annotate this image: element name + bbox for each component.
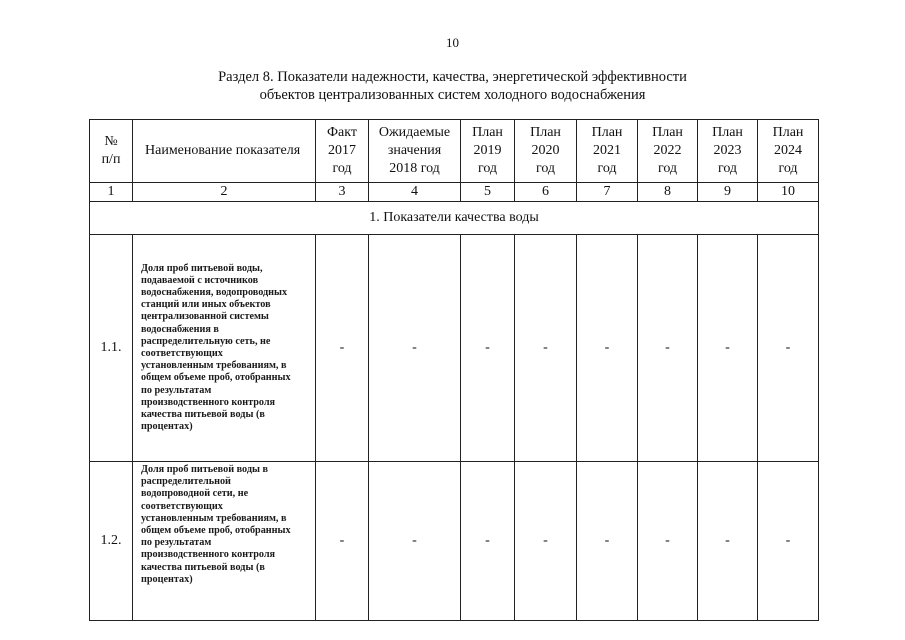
value-cell: - [758,235,819,462]
indicator-name-line: процентах) [141,573,193,585]
header-line: План [472,125,503,140]
column-number: 6 [515,183,577,202]
indicator-name-line: Доля проб питьевой воды, [141,262,263,274]
value-cell: - [638,462,698,621]
value-cell: - [698,235,758,462]
column-number-row [90,183,819,202]
header-plan-2024 [758,120,819,183]
value-cell: - [515,462,577,621]
header-line: год [657,161,678,176]
section-title-line-1: Раздел 8. Показатели надежности, качества, энергетической эффективности [218,69,687,85]
header-line: План [652,125,683,140]
column-number: 7 [577,183,638,202]
header-line: 2018 год [389,161,440,176]
indicator-name-line: установленным требованиям, в [141,512,287,524]
indicator-name-line: установленным требованиям, в [141,360,287,372]
header-line: 2020 [531,143,560,158]
column-number: 8 [638,183,698,202]
indicator-name-line: распределительной [141,476,231,488]
indicator-name-line: соответствующих [141,348,223,359]
header-line: План [530,125,561,140]
indicator-name-line: качества питьевой воды (в [141,561,265,573]
header-line: 2024 [774,143,802,158]
header-line: План [772,125,804,140]
indicator-name [133,235,316,462]
table-header-row [90,120,819,183]
header-line: № [104,134,118,149]
indicator-name-line: общем объеме проб, отобранных [141,372,291,384]
indicator-name-line: станций или иных объектов [141,299,271,311]
row-number: 1.1. [90,235,133,462]
header-line: год [717,161,738,176]
header-line: год [535,161,556,176]
indicator-name-line: производственного контроля [141,396,276,408]
value-cell: - [698,462,758,621]
header-line: год [597,161,617,176]
column-number: 5 [461,183,515,202]
value-cell: - [758,462,819,621]
table-row [90,462,819,621]
header-line: значения [387,143,442,158]
header-line: План [591,125,623,140]
row-number: 1.2. [90,462,133,621]
header-fact-2017 [316,120,369,183]
header-expected-2018 [369,120,461,183]
header-plan-2021 [577,120,638,183]
header-line: 2019 [473,143,502,158]
header-line: 2017 [328,143,356,158]
header-indicator-name [133,120,316,183]
indicator-name-line: централизованной системы [141,311,269,323]
value-cell: - [638,235,698,462]
table-row [90,235,819,462]
value-cell: - [461,235,515,462]
column-number: 9 [698,183,758,202]
header-plan-2019 [461,120,515,183]
value-cell: - [577,235,638,462]
value-cell: - [316,235,369,462]
indicator-name-line: распределительную сеть, не [141,335,271,347]
indicator-name-line: по результатам [141,384,212,396]
header-line: год [778,161,798,176]
indicator-name-line: по результатам [141,537,212,549]
indicator-name-line: качества питьевой воды (в [141,409,265,421]
header-line: 2022 [653,143,682,158]
header-number [90,120,133,183]
value-cell: - [461,462,515,621]
indicator-name-line: водоснабжения, водопроводных [141,286,288,298]
value-cell: - [577,462,638,621]
value-cell: - [515,235,577,462]
section-title-line-2: объектов централизованных систем холодного водоснабжения [259,87,646,103]
header-plan-2020 [515,120,577,183]
indicator-name-line: соответствующих [141,500,223,512]
page-number: 10 [446,35,459,50]
header-plan-2022 [638,120,698,183]
section-title [0,68,905,104]
value-cell: - [369,462,461,621]
column-number: 1 [90,183,133,202]
section-heading: 1. Показатели качества воды [90,202,819,235]
header-plan-2023 [698,120,758,183]
header-line: Ожидаемые [378,125,451,140]
header-line: год [477,161,498,176]
value-cell: - [369,235,461,462]
column-number: 10 [758,183,819,202]
header-line: Наименование показателя [145,143,301,158]
column-number: 2 [133,183,316,202]
indicator-name [133,462,316,621]
column-number: 4 [369,183,461,202]
indicator-name-line: процентах) [141,421,193,433]
indicator-name-line: подаваемой с источников [141,274,259,286]
indicators-table [89,119,819,621]
indicator-name-line: водоснабжения в [141,323,219,335]
indicator-name-line: общем объеме проб, отобранных [141,525,291,537]
header-line: год [332,161,352,176]
header-line: План [712,125,743,140]
indicator-name-line: Доля проб питьевой воды в [141,464,268,475]
column-number: 3 [316,183,369,202]
section-heading-row [90,202,819,235]
indicator-name-line: производственного контроля [141,549,276,561]
header-line: 2023 [713,143,742,158]
header-line: Факт [326,125,357,140]
header-line: п/п [101,152,121,167]
indicator-name-line: водопроводной сети, не [141,488,249,500]
value-cell: - [316,462,369,621]
header-line: 2021 [593,143,621,158]
